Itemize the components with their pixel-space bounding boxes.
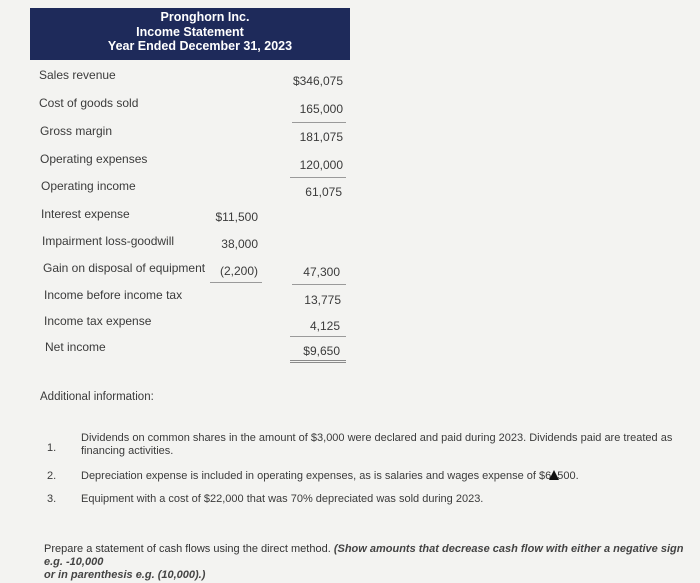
operating-income-value: 61,075 (305, 185, 342, 199)
net-income-label: Net income (45, 340, 106, 354)
instructions-text: Prepare a statement of cash flows using the direct method. (44, 543, 331, 555)
gain-disposal-underline (210, 282, 262, 283)
sales-revenue-label: Sales revenue (39, 68, 116, 82)
gross-margin-value: 181,075 (299, 130, 343, 144)
item-1-line-1: Dividends on common shares in the amount of $3,000 were declared and paid during 2023. Dividends paid are treated as (81, 432, 673, 444)
item-2-text-before: Depreciation expense is included in operating expenses, as is salaries and wages expense of $6 (81, 470, 552, 482)
cogs-value: 165,000 (299, 102, 343, 116)
cogs-underline (292, 122, 346, 123)
income-before-tax-label: Income before income tax (44, 288, 183, 302)
item-3-number: 3. (47, 493, 57, 505)
item-2-text (81, 470, 681, 483)
instructions-hint-line-1: (Show amounts that decrease cash flow with either a negative sign e.g. -10,000 (44, 543, 684, 568)
item-3-text: Equipment with a cost of $22,000 that was 70% depreciated was sold during 2023. (81, 493, 484, 505)
statement-period: Year Ended December 31, 2023 (107, 39, 293, 53)
statement-title: Income Statement (136, 24, 244, 39)
company-name: Pronghorn Inc. (160, 10, 250, 24)
operating-expenses-label: Operating expenses (40, 152, 148, 166)
instructions (44, 543, 684, 582)
item-1-line-2: financing activities. (81, 445, 174, 457)
gain-disposal-label: Gain on disposal of equipment (43, 261, 206, 275)
other-items-total-value: 47,300 (303, 265, 340, 279)
income-tax-expense-label: Income tax expense (44, 314, 152, 328)
net-income-double-underline (290, 360, 346, 363)
item-1-number: 1. (47, 442, 57, 454)
interest-expense-value: $11,500 (215, 210, 258, 224)
gain-disposal-value: (2,200) (219, 264, 258, 278)
operating-expenses-underline (290, 177, 346, 178)
instructions-hint-line-2: or in parenthesis e.g. (10,000).) (44, 569, 206, 581)
other-items-total-underline (292, 284, 346, 285)
item-2-number: 2. (47, 470, 57, 482)
additional-info-title: Additional information: (40, 391, 154, 403)
impairment-loss-label: Impairment loss-goodwill (42, 234, 175, 248)
item-2-text-after: 500. (557, 470, 579, 482)
operating-income-label: Operating income (41, 179, 136, 193)
cogs-label: Cost of goods sold (39, 96, 139, 110)
operating-expenses-value: 120,000 (299, 158, 343, 172)
statement-header (30, 8, 350, 60)
income-tax-underline (290, 336, 346, 337)
income-tax-expense-value: 4,125 (309, 319, 340, 333)
impairment-loss-value: 38,000 (221, 237, 258, 251)
net-income-value: $9,650 (303, 344, 340, 358)
item-1-text (81, 432, 681, 458)
interest-expense-label: Interest expense (41, 207, 130, 221)
income-before-tax-value: 13,775 (304, 293, 341, 307)
gross-margin-label: Gross margin (40, 124, 113, 138)
sales-revenue-value: $346,075 (292, 74, 343, 88)
